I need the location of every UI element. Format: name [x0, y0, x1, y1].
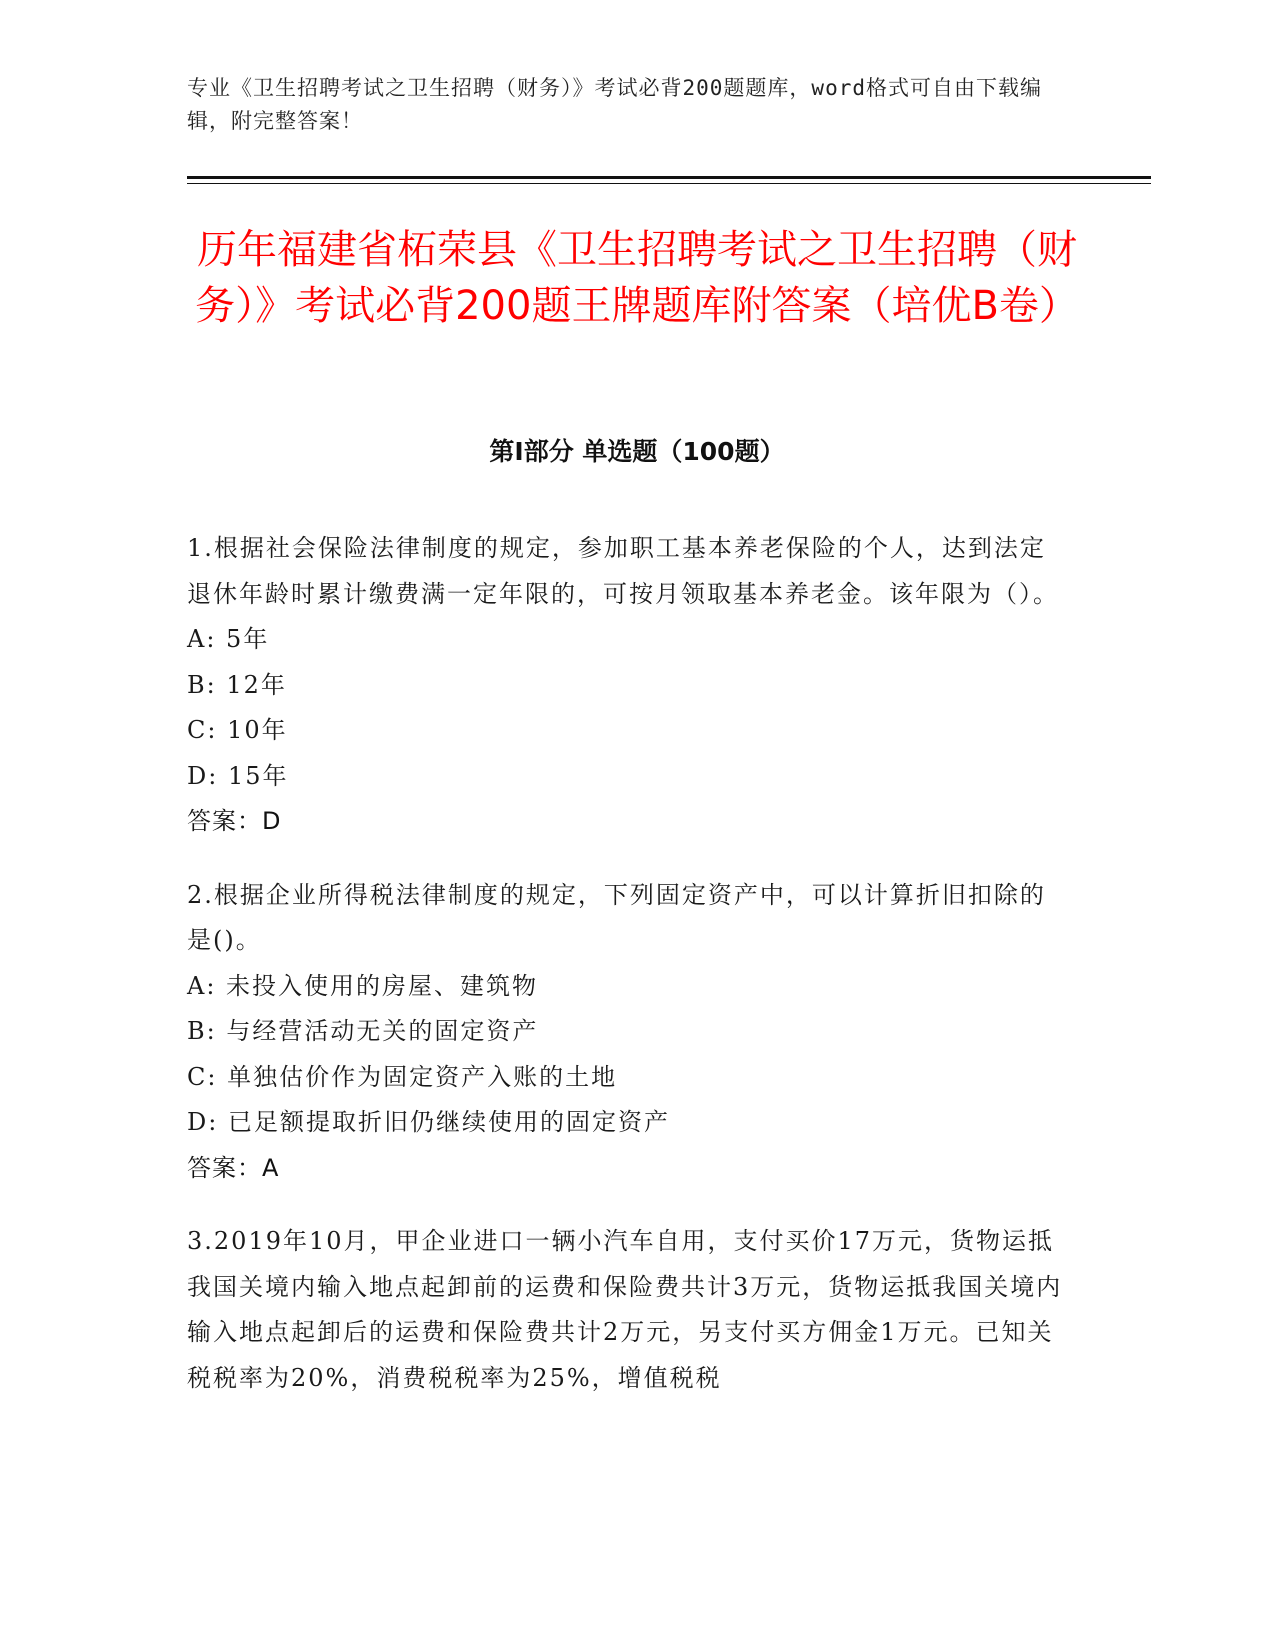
option-d: D: 已足额提取折旧仍继续使用的固定资产	[187, 1108, 670, 1136]
question-stem: 3.2019年10月，甲企业进口一辆小汽车自用，支付买价17万元，货物运抵我国关境内输入地点起卸前的运费和保险费共计3万元，货物运抵我国关境内输入地点起卸后的运费和保险费共计2万元，另支付买方佣金1万元。已知关税税率为20%，消费税税率为25%，增值税税	[187, 1227, 1063, 1392]
option-c: C: 单独估价作为固定资产入账的土地	[187, 1062, 618, 1091]
option-c: C: 10年	[187, 716, 288, 744]
header-note: 专业《卫生招聘考试之卫生招聘（财务）》考试必背200题题库，word格式可自由下载编辑，附完整答案！	[187, 76, 1042, 133]
option-a: A: 5年	[187, 625, 270, 653]
header-rule-thin	[187, 183, 1151, 184]
section-title: 第I部分 单选题（100题）	[489, 437, 785, 466]
question-stem: 1.根据社会保险法律制度的规定，参加职工基本养老保险的个人，达到法定退休年龄时累计缴费满一定年限的，可按月领取基本养老金。该年限为（）。	[187, 534, 1059, 608]
question-list	[187, 526, 1067, 1429]
document-title: 历年福建省柘荣县《卫生招聘考试之卫生招聘（财务）》考试必背200题王牌题库附答案（培优B卷）	[195, 227, 1079, 329]
option-a: A: 未投入使用的房屋、建筑物	[187, 971, 539, 1000]
question-2	[187, 873, 1067, 1192]
question-3	[187, 1219, 1067, 1401]
answer-line: 答案：A	[187, 1153, 280, 1182]
option-b: B: 12年	[187, 670, 287, 699]
question-1	[187, 526, 1067, 845]
answer-line: 答案：D	[187, 807, 282, 835]
question-stem: 2.根据企业所得税法律制度的规定，下列固定资产中，可以计算折旧扣除的是()。	[187, 880, 1046, 954]
header-rule-thick	[187, 176, 1151, 179]
option-b: B: 与经营活动无关的固定资产	[187, 1017, 539, 1045]
option-d: D: 15年	[187, 761, 289, 790]
